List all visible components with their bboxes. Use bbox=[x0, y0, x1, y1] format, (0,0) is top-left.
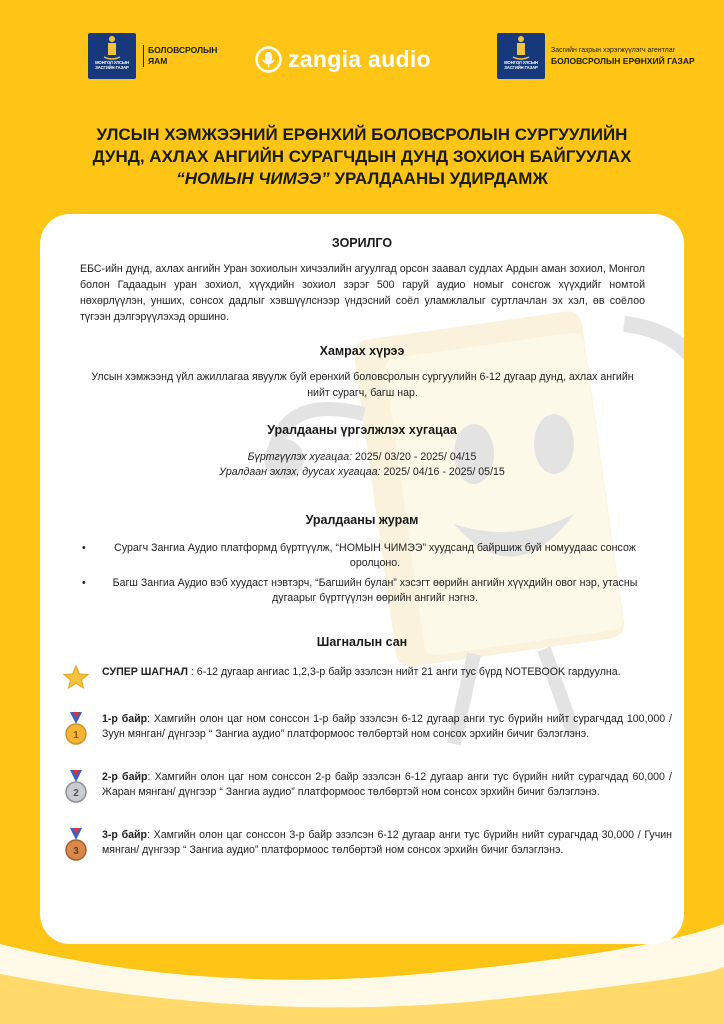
third-prize-desc: : Хамгийн олон цаг сонссон 3-р байр эзэлсэн 6-12 дугаар анги тус бүрийн нийт сурагчдад 30,000 / Гучин мянган/ дүнгээр “ Зангиа аудио” платформоос төлбөртэй ном сонсох эрхийн бичиг бэлэглэнэ. bbox=[102, 829, 672, 856]
silver-medal-icon bbox=[62, 770, 90, 806]
star-icon bbox=[62, 665, 90, 689]
rules-item: • Сурагч Зангиа Аудио платформд бүртгүүлж, “НОМЫН ЧИМЭЭ” хуудсанд байршиж буй номуудаас сонсож оролцоно. bbox=[80, 541, 655, 571]
third-prize-label: 3-р байр bbox=[102, 829, 148, 841]
title-rest: УРАЛДААНЫ УДИРДАМЖ bbox=[329, 169, 548, 188]
third-prize-text bbox=[102, 828, 672, 858]
svg-text:1: 1 bbox=[73, 730, 79, 741]
gold-medal-icon bbox=[62, 712, 90, 748]
svg-text:3: 3 bbox=[73, 846, 79, 857]
microphone-icon bbox=[255, 46, 282, 73]
agency-name bbox=[551, 45, 695, 67]
second-prize-text bbox=[102, 770, 672, 800]
ministry-name-line1: БОЛОВСРОЛЫН bbox=[148, 45, 218, 55]
mongolia-emblem-icon bbox=[88, 33, 136, 79]
ministry-name-line2: ЯАМ bbox=[148, 56, 168, 66]
third-prize bbox=[62, 828, 672, 864]
goal-text: ЕБС-ийн дунд, ахлах ангийн Уран зохиолын хичээлийн агуулгад орсон заавал судлах Ардын аман зохиол, Монгол болон Гадаадын уран зохиол, хүүхдийн зохиол зэрэг 500 гаруй аудио номыг сонсгож хүүхдийг номтой нөхөрлүүлэн, унших, сонсох дадлыг хэвшүүлснээр үндэсний соёл уламжлалыг суртлачлан эх хэл, өв соёлоо түгээн дэлгэрүүлэхэд оршино. bbox=[80, 263, 645, 323]
scope-text: Улсын хэмжээнд үйл ажиллагаа явуулж буй ерөнхий боловсролын сургуулийн 6-12 дугаар дунд, ахлах ангийн нийт сурагч, багш нар. bbox=[91, 371, 634, 399]
content-card bbox=[40, 214, 684, 944]
rules-list bbox=[80, 541, 655, 611]
title-line3 bbox=[60, 168, 664, 190]
first-prize-desc: : Хамгийн олон цаг ном сонссон 1-р байр эзэлсэн 6-12 дугаар анги тус бүрийн нийт сурагчдад 100,000 / Зуун мянган/ дүнгээр “ Зангиа аудио” платформоос төлбөртэй ном сонсох эрхийн бичиг бэлэглэнэ. bbox=[102, 713, 672, 740]
second-prize-desc: : Хамгийн олон цаг ном сонссон 2-р байр эзэлсэн 6-12 дугаар анги тус бүрийн нийт сурагчдад 60,000 / Жаран мянган/ дүнгээр “ Зангиа аудио” платформоос төлбөртэй ном сонсох эрхийн бичиг бэлэглэнэ. bbox=[102, 771, 672, 798]
emblem-caption: МОНГОЛ УЛСЫН ЗАСГИЙН ГАЗАР bbox=[95, 60, 129, 70]
super-prize-desc: : 6-12 дугаар ангиас 1,2,3-р байр эзэлсэн нийт 21 анги тус бүрд NOTEBOOK гардуулна. bbox=[187, 666, 621, 678]
scope-heading: Хамрах хүрээ bbox=[319, 344, 405, 358]
zangia-audio-logo bbox=[255, 46, 431, 73]
agency-title: БОЛОВСРОЛЫН ЕРӨНХИЙ ГАЗАР bbox=[551, 56, 695, 66]
first-prize bbox=[62, 712, 672, 748]
goal-heading: ЗОРИЛГО bbox=[331, 236, 393, 250]
svg-text:2: 2 bbox=[73, 788, 79, 799]
super-prize bbox=[62, 665, 672, 689]
registration-label: Бүртгүүлэх хугацаа: bbox=[247, 451, 353, 463]
bronze-medal-icon bbox=[62, 828, 90, 864]
prizes-heading: Шагналын сан bbox=[316, 635, 408, 649]
competition-dates bbox=[40, 465, 684, 480]
ministry-name bbox=[143, 45, 217, 67]
second-prize-label: 2-р байр bbox=[102, 771, 148, 783]
title-line1: УЛСЫН ХЭМЖЭЭНИЙ ЕРӨНХИЙ БОЛОВСРОЛЫН СУРГУУЛИЙН bbox=[96, 125, 628, 144]
agency-subtitle: Засгийн газрын хэрэгжүүлэгч агентлаг bbox=[551, 47, 676, 54]
mongolia-emblem-icon bbox=[497, 33, 545, 79]
first-prize-text bbox=[102, 712, 672, 742]
rules-item: • Багш Зангиа Аудио вэб хуудаст нэвтэрч, “Багшийн булан” хэсэгт өөрийн ангийн хүүхдийн овог нэр, утасны дугаарыг бүртгүүлэн өөрийн ангийг нэгнэ. bbox=[80, 576, 655, 606]
super-prize-label: СУПЕР ШАГНАЛ bbox=[102, 666, 188, 678]
title-emphasis: “НОМЫН ЧИМЭЭ” bbox=[176, 169, 330, 188]
page-title bbox=[60, 124, 664, 190]
registration-dates bbox=[40, 450, 684, 465]
super-prize-text bbox=[102, 665, 621, 680]
ministry-logo bbox=[88, 33, 217, 79]
first-prize-label: 1-р байр bbox=[102, 713, 148, 725]
agency-logo bbox=[497, 33, 695, 79]
competition-value: 2025/ 04/16 - 2025/ 05/15 bbox=[380, 466, 505, 478]
duration-heading: Уралдааны үргэлжлэх хугацаа bbox=[267, 423, 457, 437]
competition-label: Уралдаан эхлэх, дуусах хугацаа: bbox=[219, 466, 381, 478]
rules-heading: Уралдааны журам bbox=[305, 513, 419, 527]
second-prize bbox=[62, 770, 672, 806]
emblem-caption: МОНГОЛ УЛСЫН ЗАСГИЙН ГАЗАР bbox=[504, 60, 538, 70]
registration-value: 2025/ 03/20 - 2025/ 04/15 bbox=[352, 451, 477, 463]
title-line2: ДУНД, АХЛАХ АНГИЙН СУРАГЧДЫН ДУНД ЗОХИОН БАЙГУУЛАХ bbox=[92, 147, 632, 166]
brand-name: zangia audio bbox=[288, 46, 431, 72]
